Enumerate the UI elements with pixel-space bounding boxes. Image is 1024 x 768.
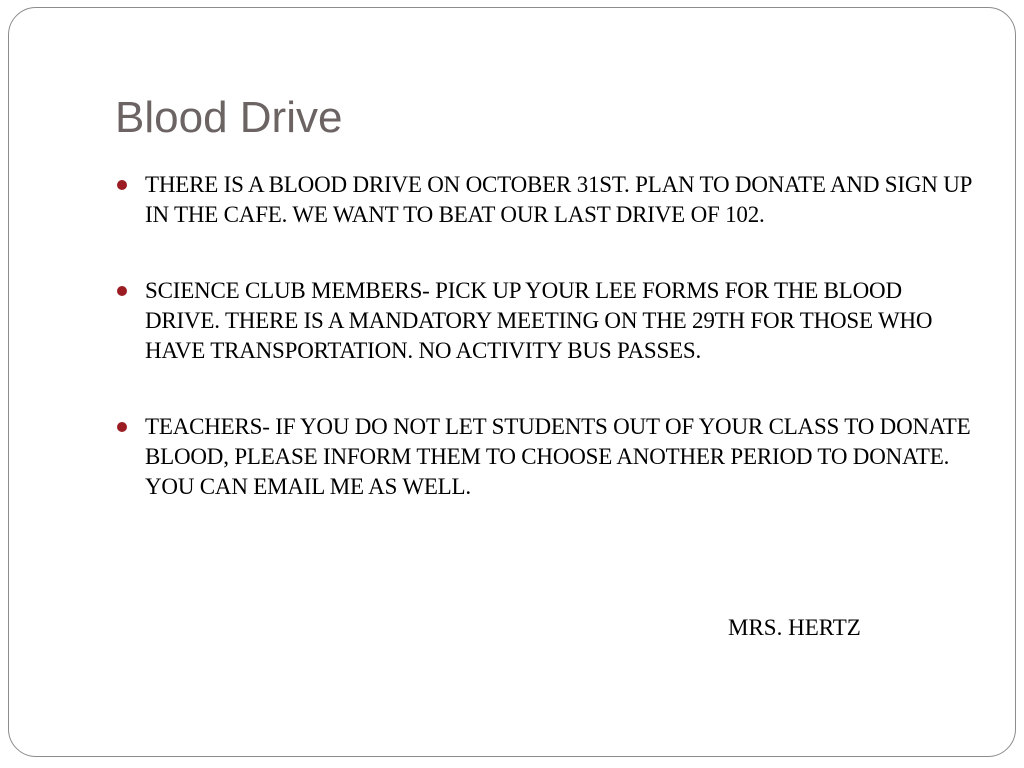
slide-title: Blood Drive [115, 93, 343, 142]
signature: MRS. HERTZ [728, 615, 861, 640]
slide [8, 7, 1016, 757]
bullet-item [117, 412, 977, 502]
bullet-list [117, 170, 977, 548]
bullet-dot-icon [117, 286, 127, 296]
bullet-text: TEACHERS- IF YOU DO NOT LET STUDENTS OUT OF YOUR CLASS TO DONATE BLOOD, PLEASE INFORM THEM TO CHOOSE ANOTHER PERIOD TO DONATE. YOU CAN EMAIL ME AS WELL. [145, 414, 971, 499]
bullet-dot-icon [117, 180, 127, 190]
bullet-text: SCIENCE CLUB MEMBERS- PICK UP YOUR LEE FORMS FOR THE BLOOD DRIVE. THERE IS A MANDATORY MEETING ON THE 29TH FOR THOSE WHO HAVE TRANSPORTATION. NO ACTIVITY BUS PASSES. [145, 278, 933, 363]
bullet-dot-icon [117, 422, 127, 432]
bullet-item [117, 276, 977, 366]
bullet-text: THERE IS A BLOOD DRIVE ON OCTOBER 31ST. PLAN TO DONATE AND SIGN UP IN THE CAFE. WE WANT TO BEAT OUR LAST DRIVE OF 102. [145, 172, 972, 227]
bullet-item [117, 170, 977, 230]
